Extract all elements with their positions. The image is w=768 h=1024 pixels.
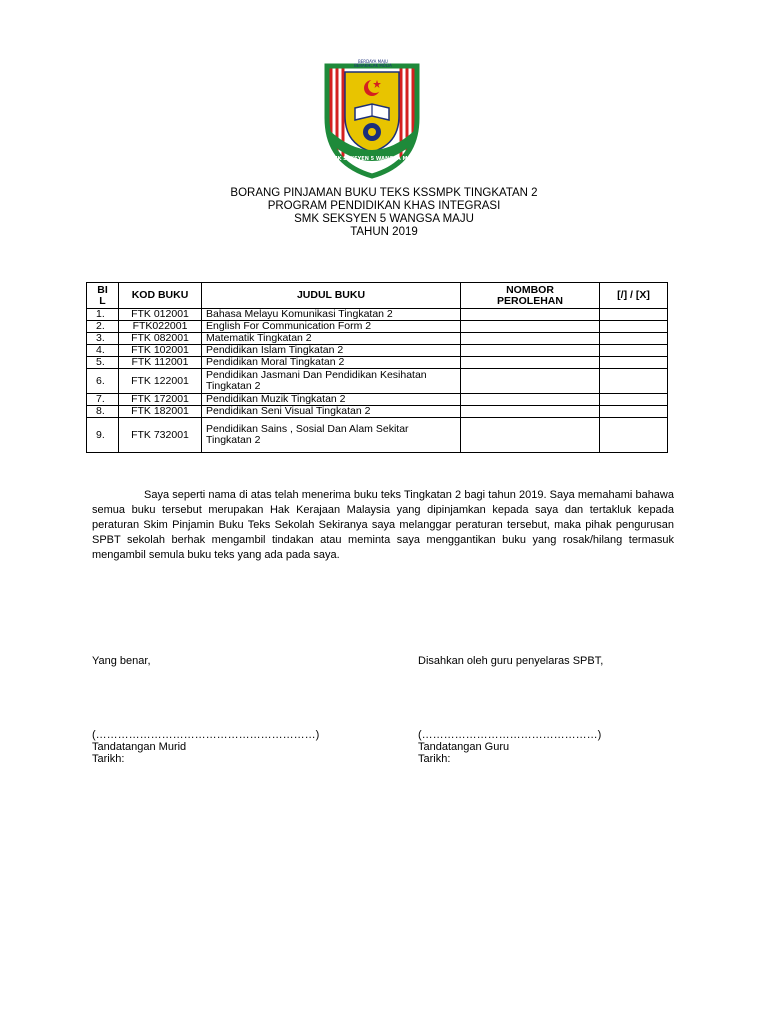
cell-kod: FTK 012001 [119,309,202,321]
cell-nombor-input[interactable] [461,309,600,321]
cell-bil: 7. [87,394,119,406]
cell-nombor-input[interactable] [461,406,600,418]
logo-motto: BERDAYA MAJU BERAKHLAK MULIA [354,59,392,68]
table-row [87,357,668,369]
heading-line-2: PROGRAM PENDIDIKAN KHAS INTEGRASI [267,200,501,212]
right-greeting: Disahkan oleh guru penyelaras SPBT, [418,655,604,667]
header-kod-buku: KOD BUKU [119,283,202,309]
cell-tick-input[interactable] [600,345,668,357]
cell-tick-input[interactable] [600,406,668,418]
cell-judul: Bahasa Melayu Komunikasi Tingkatan 2 [202,309,461,321]
heading-line-4: TAHUN 2019 [350,226,418,238]
book-loan-table [86,282,668,453]
cell-kod: FTK 112001 [119,357,202,369]
cell-nombor-input[interactable] [461,369,600,394]
table-header-row [87,283,668,309]
declaration-paragraph [92,488,674,563]
cell-bil: 9. [87,418,119,453]
form-heading [0,187,768,239]
cell-judul: English For Communication Form 2 [202,321,461,333]
cell-bil: 3. [87,333,119,345]
table-row [87,333,668,345]
table-row [87,394,668,406]
cell-judul: Pendidikan Jasmani Dan Pendidikan Kesihatan Tingkatan 2 [202,369,461,394]
cell-judul: Matematik Tingkatan 2 [202,333,461,345]
cell-kod: FTK 172001 [119,394,202,406]
cell-kod: FTK 082001 [119,333,202,345]
cell-bil: 6. [87,369,119,394]
cell-tick-input[interactable] [600,418,668,453]
cell-judul: Pendidikan Moral Tingkatan 2 [202,357,461,369]
cell-judul: Pendidikan Sains , Sosial Dan Alam Sekitar Tingkatan 2 [202,418,461,453]
logo-ring-text: SMK SEKSYEN 5 WANGSA MAJU KL [329,156,427,162]
teacher-signature-label: Tandatangan Guru [418,741,510,753]
header-bil: BI L [87,283,119,309]
declaration-text: Saya seperti nama di atas telah menerima buku teks Tingkatan 2 bagi tahun 2019. Saya memahami bahawa semua buku tersebut merupakan Hak Kerajaan Malaysia yang dipinjamkan kepada saya dan tertakluk kepada peraturan Skim Pinjamin Buku Teks Sekolah Sekiranya saya melanggar peraturan tersebut, maka pihak pengurusan SPBT sekolah berhak mengambil tindakan atau meminta saya menggantikan buku yang rosak/hilang termasuk mengambil semula buku teks yang ada pada saya. [92,489,674,561]
cell-bil: 8. [87,406,119,418]
table-row [87,309,668,321]
table-row [87,345,668,357]
header-tick: [/] / [X] [600,283,668,309]
cell-tick-input[interactable] [600,394,668,406]
student-signature-label: Tandatangan Murid [92,741,187,753]
cell-kod: FTK 122001 [119,369,202,394]
cell-tick-input[interactable] [600,309,668,321]
cell-tick-input[interactable] [600,369,668,394]
teacher-signature-block [418,729,601,765]
cell-kod: FTK 182001 [119,406,202,418]
header-judul-buku: JUDUL BUKU [202,283,461,309]
cell-nombor-input[interactable] [461,418,600,453]
school-logo [317,58,427,180]
cell-kod: FTK 102001 [119,345,202,357]
student-date-label: Tarikh: [92,753,125,765]
header-nombor-perolehan: NOMBOR PEROLEHAN [461,283,600,309]
teacher-date-label: Tarikh: [418,753,451,765]
heading-line-1: BORANG PINJAMAN BUKU TEKS KSSMPK TINGKATAN 2 [230,187,538,199]
cell-judul: Pendidikan Muzik Tingkatan 2 [202,394,461,406]
heading-line-3: SMK SEKSYEN 5 WANGSA MAJU [294,213,474,225]
student-signature-line[interactable]: (……………………………………………………) [92,729,320,741]
cell-judul: Pendidikan Seni Visual Tingkatan 2 [202,406,461,418]
cell-bil: 2. [87,321,119,333]
cell-nombor-input[interactable] [461,394,600,406]
cell-bil: 5. [87,357,119,369]
table-row [87,369,668,394]
cell-nombor-input[interactable] [461,333,600,345]
cell-judul: Pendidikan Islam Tingkatan 2 [202,345,461,357]
cell-nombor-input[interactable] [461,357,600,369]
table-row [87,321,668,333]
table-row [87,418,668,453]
cell-nombor-input[interactable] [461,321,600,333]
cell-kod: FTK 732001 [119,418,202,453]
cell-kod: FTK022001 [119,321,202,333]
cell-tick-input[interactable] [600,333,668,345]
table-row [87,406,668,418]
student-signature-block [92,729,319,765]
teacher-signature-line[interactable]: (…………………………………………) [418,729,602,741]
left-greeting: Yang benar, [92,655,151,667]
cell-bil: 4. [87,345,119,357]
cell-bil: 1. [87,309,119,321]
cell-tick-input[interactable] [600,321,668,333]
cell-tick-input[interactable] [600,357,668,369]
cell-nombor-input[interactable] [461,345,600,357]
